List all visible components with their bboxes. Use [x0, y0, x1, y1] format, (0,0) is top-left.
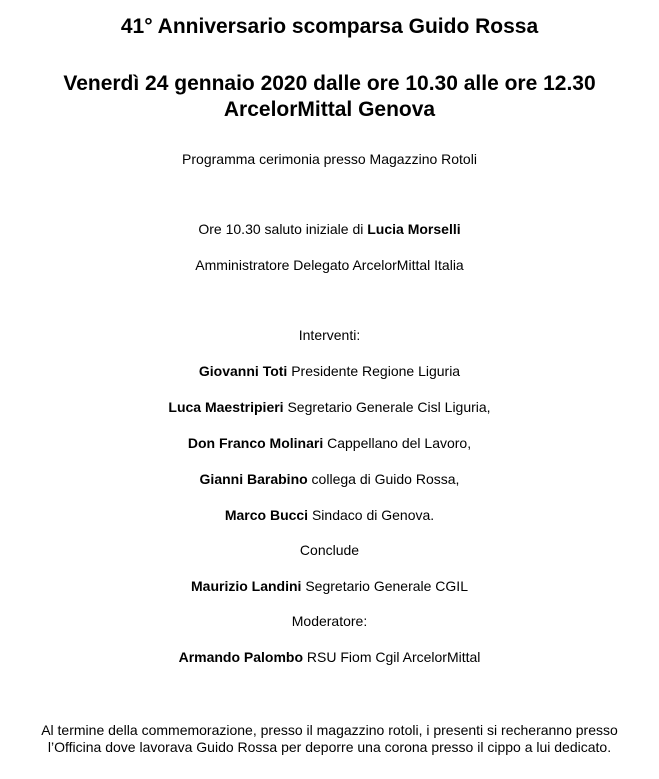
speaker-line [0, 471, 659, 488]
event-title: 41° Anniversario scomparsa Guido Rossa [120, 15, 539, 38]
moderatore-label: Moderatore: [291, 613, 368, 629]
speaker-line [0, 363, 659, 380]
conclude-name: Maurizio Landini [191, 578, 302, 594]
opening-line [0, 221, 659, 238]
event-date: Venerdì 24 gennaio 2020 dalle ore 10.30 alle ore 12.30 [63, 72, 596, 95]
conclude-line [0, 578, 659, 595]
speaker-name: Marco Bucci [224, 507, 309, 523]
program-heading: Programma cerimonia presso Magazzino Rotoli [182, 151, 477, 167]
interventi-label: Interventi: [298, 327, 361, 343]
speaker-role: Cappellano del Lavoro, [323, 435, 472, 451]
speaker-line [0, 435, 659, 452]
moderatore-role: RSU Fiom Cgil ArcelorMittal [303, 649, 481, 665]
speaker-name: Gianni Barabino [199, 471, 308, 487]
speaker-line [0, 399, 659, 416]
opening-name: Lucia Morselli [367, 221, 461, 237]
opening-prefix: Ore 10.30 saluto iniziale di [198, 221, 368, 237]
moderatore-name: Armando Palombo [178, 649, 304, 665]
conclude-role: Segretario Generale CGIL [301, 578, 468, 594]
closing-note: Al termine della commemorazione, presso il magazzino rotoli, i presenti si recheranno presso l’Officina dove lavorava Guido Rossa per deporre una corona presso il cippo a lui dedicato. [41, 722, 618, 755]
speaker-role: collega di Guido Rossa, [307, 471, 460, 487]
speaker-line [0, 507, 659, 524]
speaker-role: Segretario Generale Cisl Liguria, [283, 399, 491, 415]
event-location: ArcelorMittal Genova [223, 98, 436, 121]
opening-role: Amministratore Delegato ArcelorMittal Italia [195, 257, 464, 273]
speaker-name: Luca Maestripieri [168, 399, 284, 415]
speaker-name: Giovanni Toti [198, 363, 288, 379]
speaker-role: Sindaco di Genova. [308, 507, 435, 523]
moderatore-line [0, 649, 659, 666]
speaker-role: Presidente Regione Liguria [287, 363, 461, 379]
conclude-label: Conclude [299, 542, 360, 558]
speaker-name: Don Franco Molinari [187, 435, 324, 451]
